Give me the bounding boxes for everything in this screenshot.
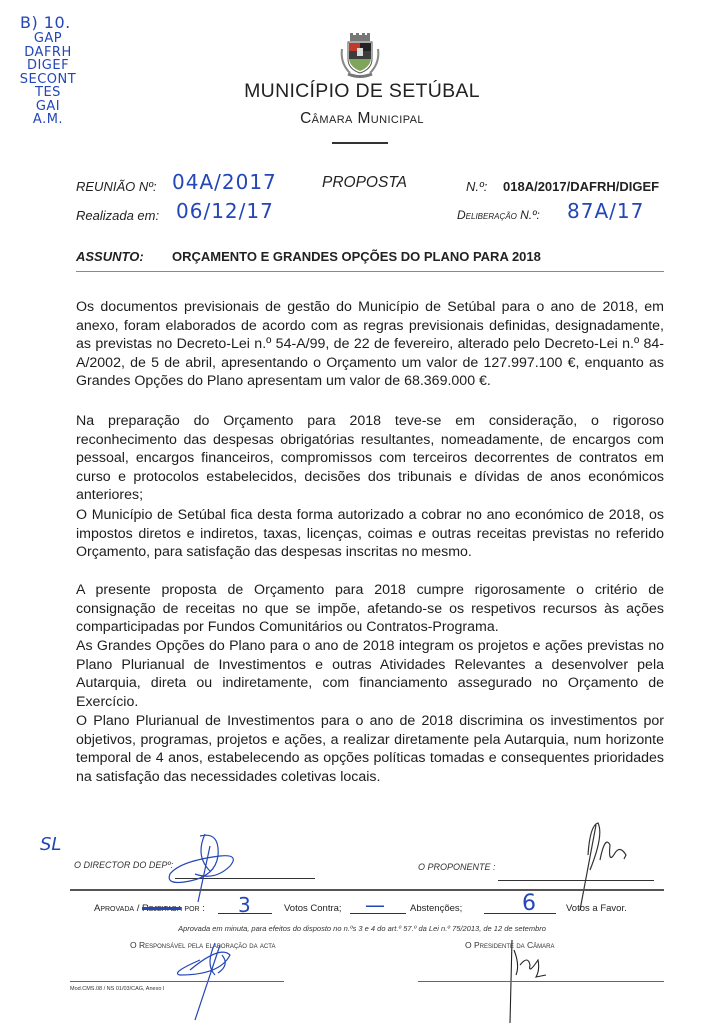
reuniao-value: 04A/2017 [172,170,277,194]
body-paragraph: Na preparação do Orçamento para 2018 teve-se em consideração, o rigoroso reconhecimento das despesas obrigatórias resultantes, nomeadamente, de encargos com pessoal, encargos financeiros, compromissos com terceiros decorrentes de contratos em curso e protocolos estabelecidos, decisões dos tribunais e dívidas de anos económicos anteriores; [76,413,664,504]
abstencoes-label: Abstenções; [410,903,463,914]
margin-note: DIGEF [26,58,70,73]
realizada-label: Realizada em: [76,208,160,223]
realizada-value: 06/12/17 [176,199,274,223]
initials-handwritten: SL [40,834,62,855]
proponente-label: O PROPONENTE : [418,862,496,872]
deliberacao-value: 87A/17 [567,199,645,223]
form-code: Mod.CMS.08 / NS 01/03/CAG, Anexo I [70,986,165,992]
director-label: O DIRECTOR DO DEPº: [74,860,174,870]
rejeitada-label: Rejeitada [141,903,182,914]
proposal-number: 018A/2017/DAFRH/DIGEF [503,179,660,194]
coat-of-arms-icon [338,33,382,79]
assunto-value: ORÇAMENTO E GRANDES OPÇÕES DO PLANO PARA 2018 [172,249,541,264]
director-signature [160,826,250,906]
title-divider [332,142,388,144]
votos-contra-label: Votos Contra; [284,903,342,914]
page-title: MUNICÍPIO DE SETÚBAL [244,80,480,102]
proponente-signature [560,815,640,915]
presidente-signature [490,935,570,1025]
aprovada-label: Aprovada [94,903,135,914]
por-label: por : [184,903,205,914]
body-paragraph: Os documentos previsionais de gestão do Município de Setúbal para o ano de 2018, em anexo, foram elaborados de acordo com as regras previsionais definidas, designadamente, as previstas no Decreto-Lei n.º 54-A/99, de 22 de fevereiro, alterado pelo Decreto-Lei n.º 84-A/2002, de 5 de abril, apresentando o Orçamento um valor de 127.997.100 €, enquanto as Grandes Opções do Plano apresentam um valor de 68.369.000 €. [76,299,664,390]
votos-contra-value: 3 [238,893,251,917]
abstencoes-value: — [365,893,385,917]
responsavel-signature [160,935,260,1025]
section-divider [70,889,664,891]
deliberacao-label: Deliberação N.º: [457,208,540,222]
margin-note: GAI [35,98,61,114]
margin-note: DAFRH [24,44,72,60]
presidente-signature-line [418,981,664,982]
votos-favor-value: 6 [522,891,536,916]
doc-type: PROPOSTA [322,174,407,191]
margin-note: A.M. [32,112,64,127]
responsavel-label: O Responsável pela elaboração da acta [130,940,276,950]
assunto-label: ASSUNTO: [76,249,144,264]
votos-favor-line [484,913,556,914]
body-paragraph: O Município de Setúbal fica desta forma autorizado a cobrar no ano económico de 2018, os impostos diretos e indiretos, taxas, licenças, coimas e outras receitas previstas no referido Orçamento, para satisfação das despesas inscritas no mesmo. [76,507,664,561]
page-subtitle: Câmara Municipal [300,110,424,127]
responsavel-signature-line [70,981,284,982]
body-paragraph: As Grandes Opções do Plano para o ano de 2018 integram os projetos e ações previstas no Plano Plurianual de Investimentos e outras Atividades Relevantes a desenvolver pela Autarquia, direta ou indiretamente, com financiamento assegurado no Orçamento de Exercício. [76,638,664,710]
margin-note: GAP [33,31,63,46]
body-paragraph: A presente proposta de Orçamento para 2018 cumpre rigorosamente o critério de consignação de receitas no que se impõe, afetando-se os respetivos recursos às ações comparticipadas por Fundos Comunitários ou Contratos-Programa. [76,582,664,636]
margin-note: B) 10. [20,13,71,32]
minuta-note: Aprovada em minuta, para efeitos do disposto no n.ºs 3 e 4 do art.º 57.º da Lei n.º 75/2013, de 12 de setembro [178,924,546,933]
reuniao-label: REUNIÃO Nº: [76,179,157,194]
vote-row: Aprovada / Rejeitada por : [94,903,205,914]
presidente-label: O Presidente da Câmara [465,940,555,950]
votos-favor-label: Votos a Favor. [566,903,627,914]
numero-label: N.º: [466,179,488,194]
body-paragraph: O Plano Plurianual de Investimentos para o ano de 2018 discrimina os investimentos por objetivos, programas, projetos e ações, a realizar diretamente pela Autarquia, num horizonte temporal de 4 anos, estabelecendo as opções políticas tomadas e consequentes prioridades na satisfação das necessidades coletivas locais. [76,713,664,785]
margin-note: TES [35,85,61,100]
margin-note: SECONT [19,71,77,87]
assunto-divider [76,271,664,272]
